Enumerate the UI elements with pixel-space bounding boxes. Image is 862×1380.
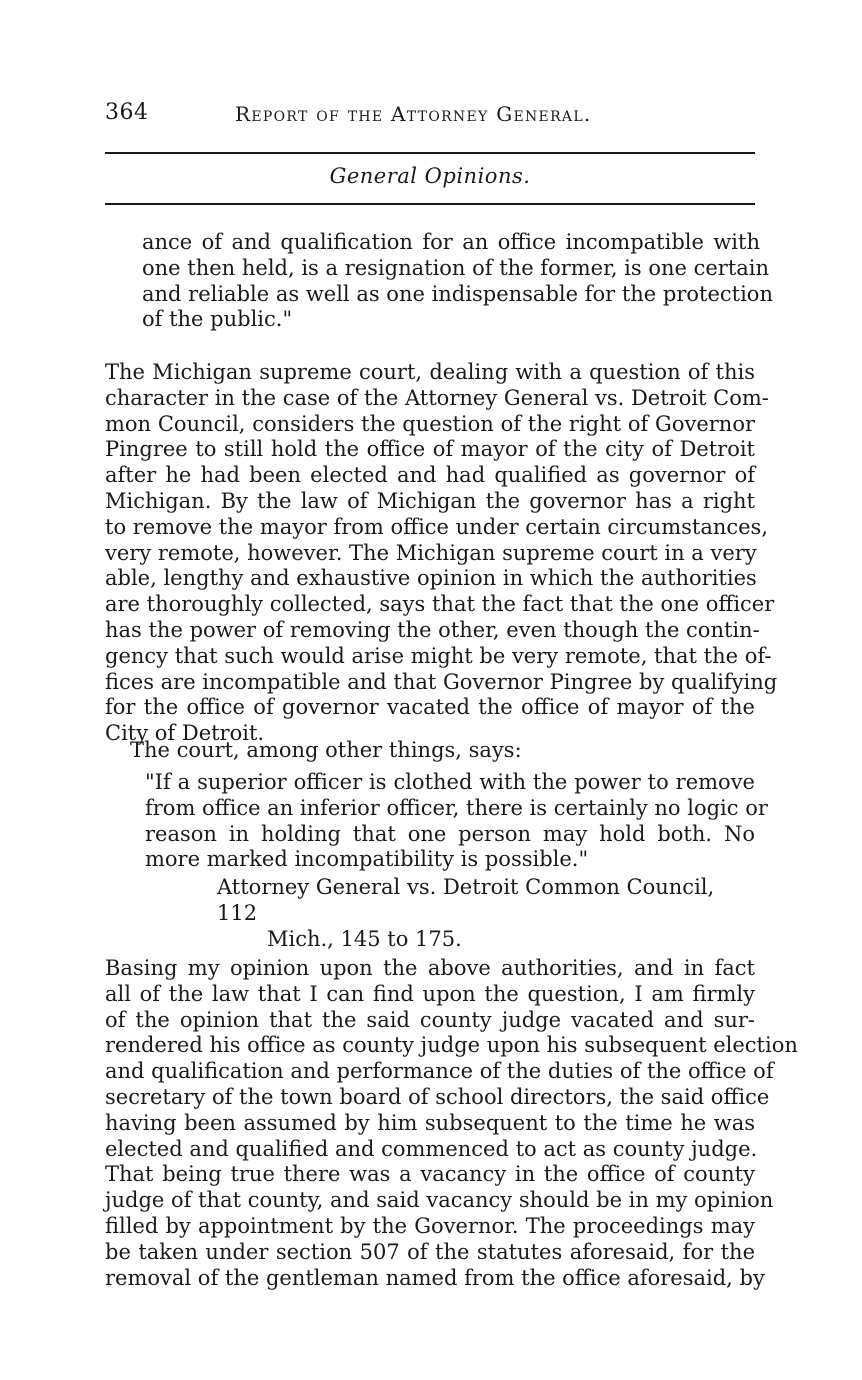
text-line: elected and qualified and commenced to act as county judge. [105,1136,758,1161]
text-line: one then held, is a resignation of the former, is one certain [142,255,770,280]
citation-line: Attorney General vs. Detroit Common Council, 112 [217,875,715,925]
section-title: General Opinions. [329,164,531,188]
header-rule-bottom [105,203,755,205]
text-line: secretary of the town board of school directors, the said office [105,1084,770,1109]
text-line: for the office of governor vacated the office of mayor of the [105,695,755,720]
text-line: Michigan. By the law of Michigan the governor has a right [105,488,755,513]
text-line: ance of and qualification for an office incompatible with [142,230,760,254]
text-line: after he had been elected and had qualified as governor of [105,463,755,488]
citation [217,874,755,952]
running-title: Report of the Attorney General. [235,102,592,126]
text-line: and reliable as well as one indispensable for the protection [142,281,773,306]
text-line: very remote, however. The Michigan supreme court in a very [105,540,757,565]
text-line: "If a superior officer is clothed with the power to remove [145,770,755,794]
text-line: Pingree to still hold the office of mayor of the city of Detroit [105,437,755,462]
text-line: be taken under section 507 of the statutes aforesaid, for the [105,1239,755,1264]
text-line: all of the law that I can find upon the question, I am firmly [105,981,755,1006]
page-header [105,96,755,132]
text-line: are thoroughly collected, says that the fact that the one officer [105,592,775,617]
text-line: Basing my opinion upon the above authorities, and in fact [105,956,755,980]
quote-continuation [142,230,773,333]
text-line: has the power of removing the other, even though the contin- [105,617,760,642]
text-line: fices are incompatible and that Governor Pingree by qualifying [105,669,778,694]
text-line: rendered his office as county judge upon his subsequent election [105,1033,798,1058]
header-rule-top [105,152,755,154]
page-number: 364 [105,100,149,125]
text-line: having been assumed by him subsequent to the time he was [105,1110,755,1135]
text-line: reason in holding that one person may hold both. No [145,821,755,846]
text-line: That being true there was a vacancy in the office of county [105,1162,755,1187]
citation-line: Mich., 145 to 175. [267,927,462,951]
text-line: City of Detroit. [105,721,265,746]
paragraph-michigan-court [105,360,778,747]
text-line: gency that such would arise might be very remote, that the of- [105,643,772,668]
text-line: and qualification and performance of the duties of the office of [105,1059,774,1084]
text-line: to remove the mayor from office under certain circumstances, [105,514,769,539]
text-line: of the opinion that the said county judge vacated and sur- [105,1007,755,1032]
text-line: filled by appointment by the Governor. The proceedings may [105,1213,755,1238]
paragraph-court-says [130,738,755,764]
text-line: removal of the gentleman named from the office aforesaid, by [105,1265,765,1290]
text-line: able, lengthy and exhaustive opinion in which the authorities [105,566,757,591]
text-line: more marked incompatibility is possible." [145,847,589,872]
text-line: The court, among other things, says: [130,738,522,762]
text-line: mon Council, considers the question of the right of Governor [105,411,755,436]
text-line: of the public." [142,307,293,332]
text-line: character in the case of the Attorney General vs. Detroit Com- [105,385,769,410]
paragraph-opinion [105,956,798,1291]
block-quote [145,770,768,873]
text-line: The Michigan supreme court, dealing with a question of this [105,360,755,384]
text-line: from office an inferior officer, there is certainly no logic or [145,795,768,820]
text-line: judge of that county, and said vacancy should be in my opinion [105,1188,774,1213]
